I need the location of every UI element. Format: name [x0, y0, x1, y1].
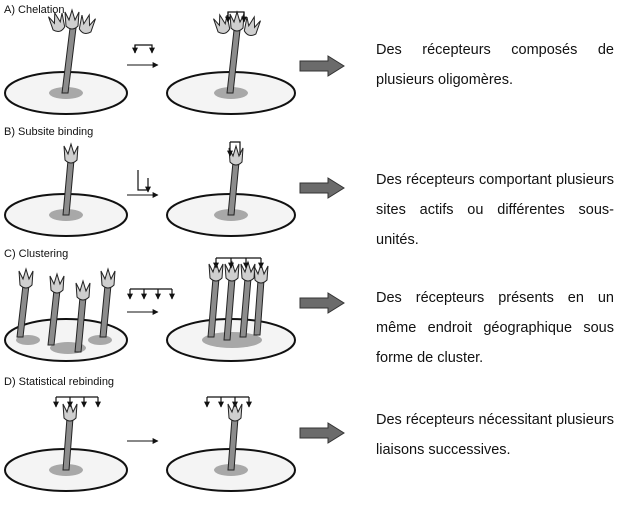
- subsite-before: [5, 144, 127, 236]
- receptor-head: [101, 269, 115, 288]
- chelation-ligand: [135, 45, 152, 53]
- block-arrow: [300, 178, 344, 198]
- receptor-head: [229, 146, 243, 165]
- clustering-after: [167, 258, 295, 361]
- panel-label-b: B) Subsite binding: [4, 126, 94, 138]
- panel-label-d: D) Statistical rebinding: [4, 376, 115, 388]
- description-statistical-rebinding: Des récepteurs nécessitant plusieurs liaisons successives.: [376, 412, 614, 458]
- chelation-after: [167, 12, 295, 114]
- description-subsite-binding: Des récepteurs comportant plusieurs sites actifs ou différentes sous-unités.: [376, 172, 614, 248]
- block-arrow: [300, 293, 344, 313]
- ligand-bracket: [135, 45, 152, 53]
- chelation-before: [5, 10, 127, 114]
- ligand: [138, 170, 148, 190]
- receptor-head: [19, 269, 33, 288]
- panel-label-c: C) Clustering: [4, 248, 69, 260]
- receptor-head: [76, 281, 90, 300]
- rebinding-before: [5, 397, 127, 491]
- clustering-ligand: [130, 289, 172, 299]
- panel-label-a: A) Chelation: [4, 4, 65, 16]
- clustering-before: [5, 269, 127, 361]
- block-arrow: [300, 423, 344, 443]
- receptor-head: [50, 274, 64, 293]
- description-clustering: Des récepteurs présents en un même endroit géographique sous forme de cluster.: [376, 290, 614, 366]
- receptor-head: [225, 262, 239, 281]
- description-chelation: Des récepteurs composés de plusieurs oligomères.: [376, 42, 614, 88]
- receptor-head: [241, 262, 255, 281]
- receptor-head: [64, 144, 78, 163]
- block-arrow: [300, 56, 344, 76]
- rebinding-after: [167, 397, 295, 491]
- subsite-after: [167, 142, 295, 236]
